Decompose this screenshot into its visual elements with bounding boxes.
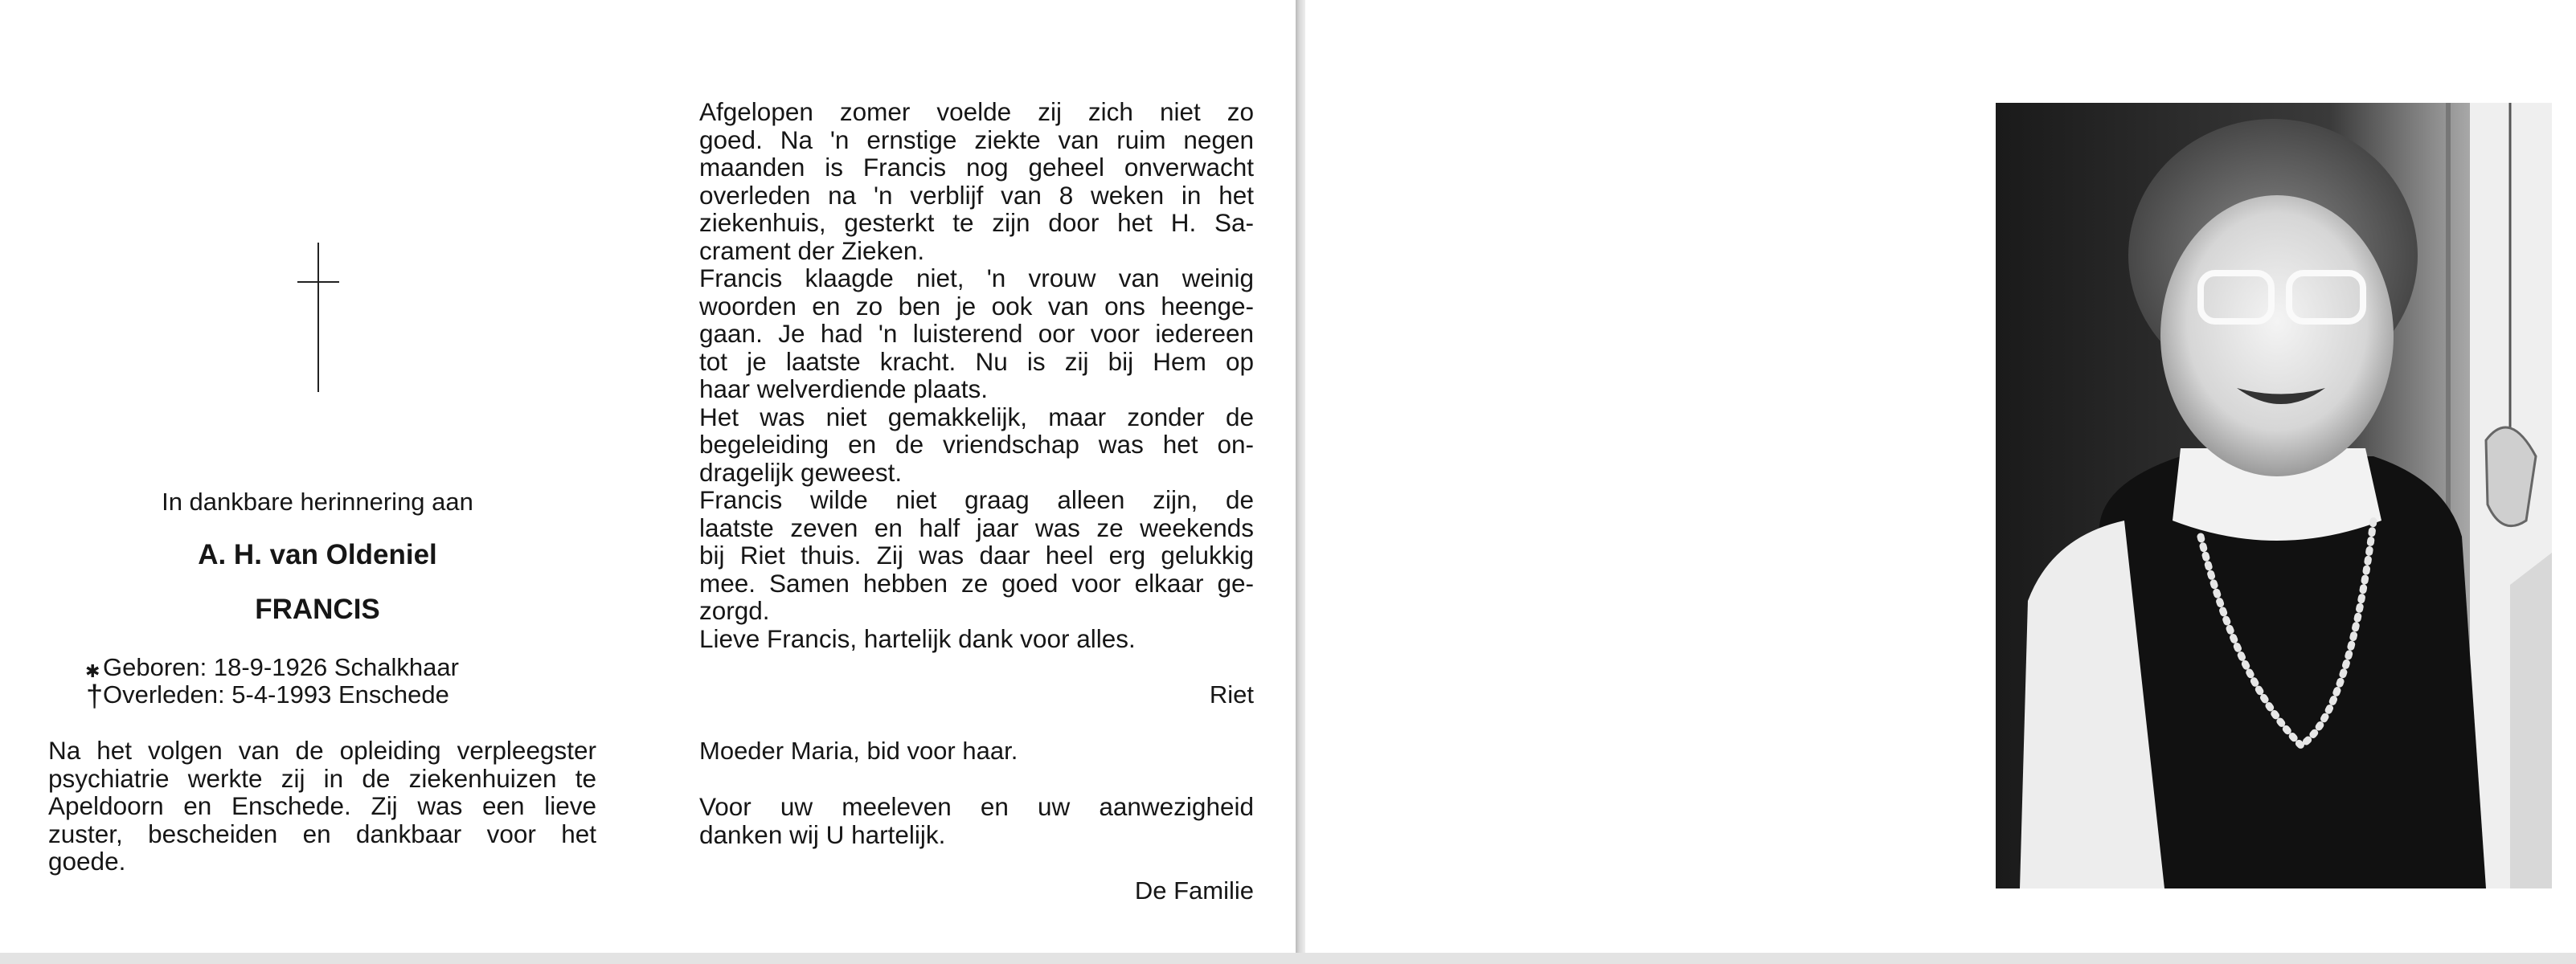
letter-signature: Riet xyxy=(1209,680,1254,709)
card-left-page xyxy=(0,0,1296,953)
birth-date: Geboren: 18-9-1926 Schalkhaar xyxy=(103,653,459,681)
deceased-nickname: FRANCIS xyxy=(255,594,380,625)
thanks-line: danken wij U hartelijk. xyxy=(699,819,946,849)
letter-line: begeleiding en de vriendschap was het on- xyxy=(699,430,1254,459)
biography-line: Na het volgen van de opleiding verpleegster xyxy=(48,736,596,765)
portrait-image xyxy=(1996,103,2552,888)
biography-line: psychiatrie werkte zij in de ziekenhuizen te xyxy=(48,763,596,793)
letter-line: Lieve Francis, hartelijk dank voor alles. xyxy=(699,623,1136,653)
letter-line: bij Riet thuis. Zij was daar heel erg gelukkig xyxy=(699,541,1254,570)
letter-line: laatste zeven en half jaar was ze weekends xyxy=(699,513,1254,542)
intro-text: In dankbare herinnering aan xyxy=(162,488,473,516)
biography-line: Apeldoorn en Enschede. Zij was een lieve xyxy=(48,791,596,820)
closing-signature: De Familie xyxy=(1134,876,1254,905)
prayer-line: Moeder Maria, bid voor haar. xyxy=(699,737,1018,765)
letter-line: maanden is Francis nog geheel onverwacht xyxy=(699,153,1254,182)
cross-icon xyxy=(297,243,339,392)
card-fold xyxy=(1296,0,1305,964)
biography-line: zuster, bescheiden en dankbaar voor het xyxy=(48,819,596,848)
letter-line: woorden en zo ben je ook van ons heenge- xyxy=(699,291,1254,321)
letter-line: Het was niet gemakkelijk, maar zonder de xyxy=(699,402,1254,431)
thanks-paragraph xyxy=(699,793,1254,848)
deceased-name: A. H. van Oldeniel xyxy=(198,539,437,570)
letter-line: ziekenhuis, gesterkt te zijn door het H. Sa- xyxy=(699,208,1254,237)
birth-star-icon: ✱ xyxy=(85,661,100,681)
death-cross-icon: † xyxy=(86,680,104,713)
letter-line: mee. Samen hebben ze goed voor elkaar ge- xyxy=(699,568,1254,598)
letter-line: overleden na 'n verblijf van 8 weken in het xyxy=(699,180,1254,210)
letter-line: haar welverdiende plaats. xyxy=(699,374,988,403)
letter-line: tot je laatste kracht. Nu is zij bij Hem op xyxy=(699,346,1254,376)
memorial-letter xyxy=(699,98,1254,652)
portrait-photo xyxy=(1996,103,2552,888)
card-right-page xyxy=(1305,0,2576,953)
letter-line: crament der Zieken. xyxy=(699,235,925,265)
letter-line: gaan. Je had 'n luisterend oor voor iedereen xyxy=(699,319,1254,348)
scan-bottom-edge xyxy=(0,953,2576,964)
letter-line: Francis wilde niet graag alleen zijn, de xyxy=(699,485,1254,514)
letter-line: goed. Na 'n ernstige ziekte van ruim negen xyxy=(699,125,1254,154)
biography-paragraph xyxy=(48,737,596,876)
biography-line: goede. xyxy=(48,847,126,876)
letter-line: zorgd. xyxy=(699,596,770,625)
letter-line: Francis klaagde niet, 'n vrouw van weinig xyxy=(699,263,1254,292)
letter-line: dragelijk geweest. xyxy=(699,457,903,487)
letter-line: Afgelopen zomer voelde zij zich niet zo xyxy=(699,97,1254,126)
thanks-line: Voor uw meeleven en uw aanwezigheid xyxy=(699,792,1254,821)
death-date: Overleden: 5-4-1993 Enschede xyxy=(103,680,449,709)
